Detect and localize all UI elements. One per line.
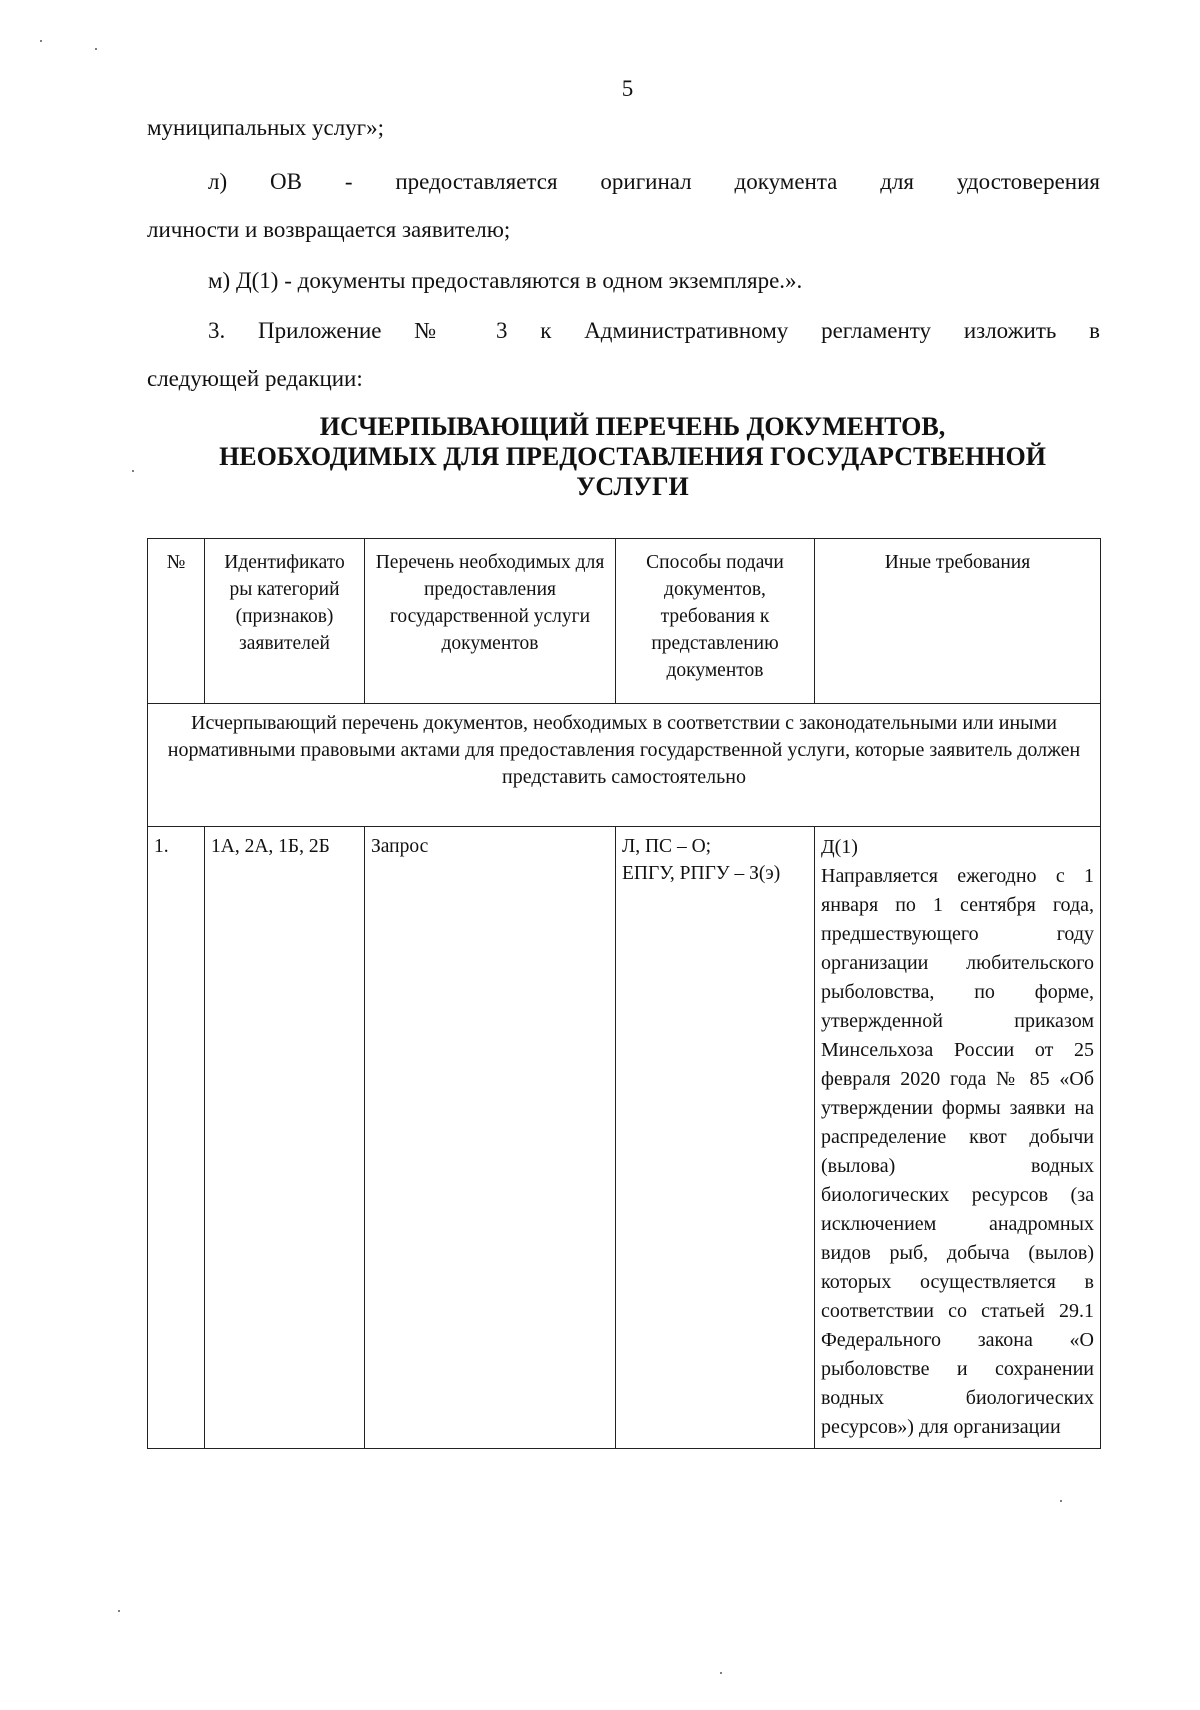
paragraph-item-m: м) Д(1) - документы предоставляются в одном экземпляре.».: [208, 268, 803, 293]
row-number: 1.: [148, 827, 205, 1449]
table-row: [148, 827, 1101, 1449]
table-header-row: [148, 539, 1101, 704]
paragraph-continuation: муниципальных услуг»;: [147, 115, 384, 140]
paragraph-item-l-line1: л) ОВ - предоставляется оригинал документа для удостоверения: [208, 169, 1100, 194]
row-document: Запрос: [365, 827, 616, 1449]
section-title: Исчерпывающий перечень документов, необходимых в соответствии с законодательными или иными нормативными правовыми актами для предоставления государственной услуги, которые заявитель должен представить самостоятельно: [148, 704, 1101, 827]
scan-speck: [1060, 1500, 1062, 1502]
row-other-requirements: Д(1) Направляется ежегодно с 1 января по 1 сентября года, предшествующего году организации любительского рыболовства, по форме, утвержденной приказом Минсельхоза России от 25 февраля 2020 года № 85 «Об утверждении формы заявки на распределение квот добычи (вылова) водных биологических ресурсов (за исключением анадромных видов рыб, добыча (вылов) которых осуществляется в соответствии со статьей 29.1 Федерального закона «О рыболовстве и сохранении водных биологических ресурсов») для организации: [815, 827, 1101, 1449]
title-line: ИСЧЕРПЫВАЮЩИЙ ПЕРЕЧЕНЬ ДОКУМЕНТОВ,: [319, 412, 946, 441]
table-section-row: [148, 704, 1101, 827]
header-documents-list: Перечень необходимых для предоставления государственной услуги документов: [365, 539, 616, 704]
documents-table: [147, 538, 1101, 1449]
paragraph-item-3-line2: следующей редакции:: [147, 366, 363, 391]
row-categories: 1А, 2А, 1Б, 2Б: [205, 827, 365, 1449]
document-title: [165, 412, 1100, 502]
scan-speck: [95, 48, 97, 50]
header-number: №: [148, 539, 205, 704]
paragraph-item-l-line2: личности и возвращается заявителю;: [147, 217, 511, 242]
header-applicant-categories: Идентификато ры категорий (признаков) заявителей: [205, 539, 365, 704]
paragraph-item-3-line1: 3. Приложение № 3 к Административному регламенту изложить в: [208, 318, 1100, 343]
title-line: УСЛУГИ: [576, 472, 689, 501]
page-number: 5: [621, 76, 634, 101]
row-methods: Л, ПС – О; ЕПГУ, РПГУ – З(э): [616, 827, 815, 1449]
scan-speck: [720, 1672, 722, 1674]
header-other-requirements: Иные требования: [815, 539, 1101, 704]
title-line: НЕОБХОДИМЫХ ДЛЯ ПРЕДОСТАВЛЕНИЯ ГОСУДАРСТВЕННОЙ: [219, 442, 1046, 471]
scan-speck: [118, 1610, 120, 1612]
scan-speck: [132, 470, 134, 472]
scan-speck: [40, 40, 42, 42]
header-submission-methods: Способы подачи документов, требования к представлению документов: [616, 539, 815, 704]
